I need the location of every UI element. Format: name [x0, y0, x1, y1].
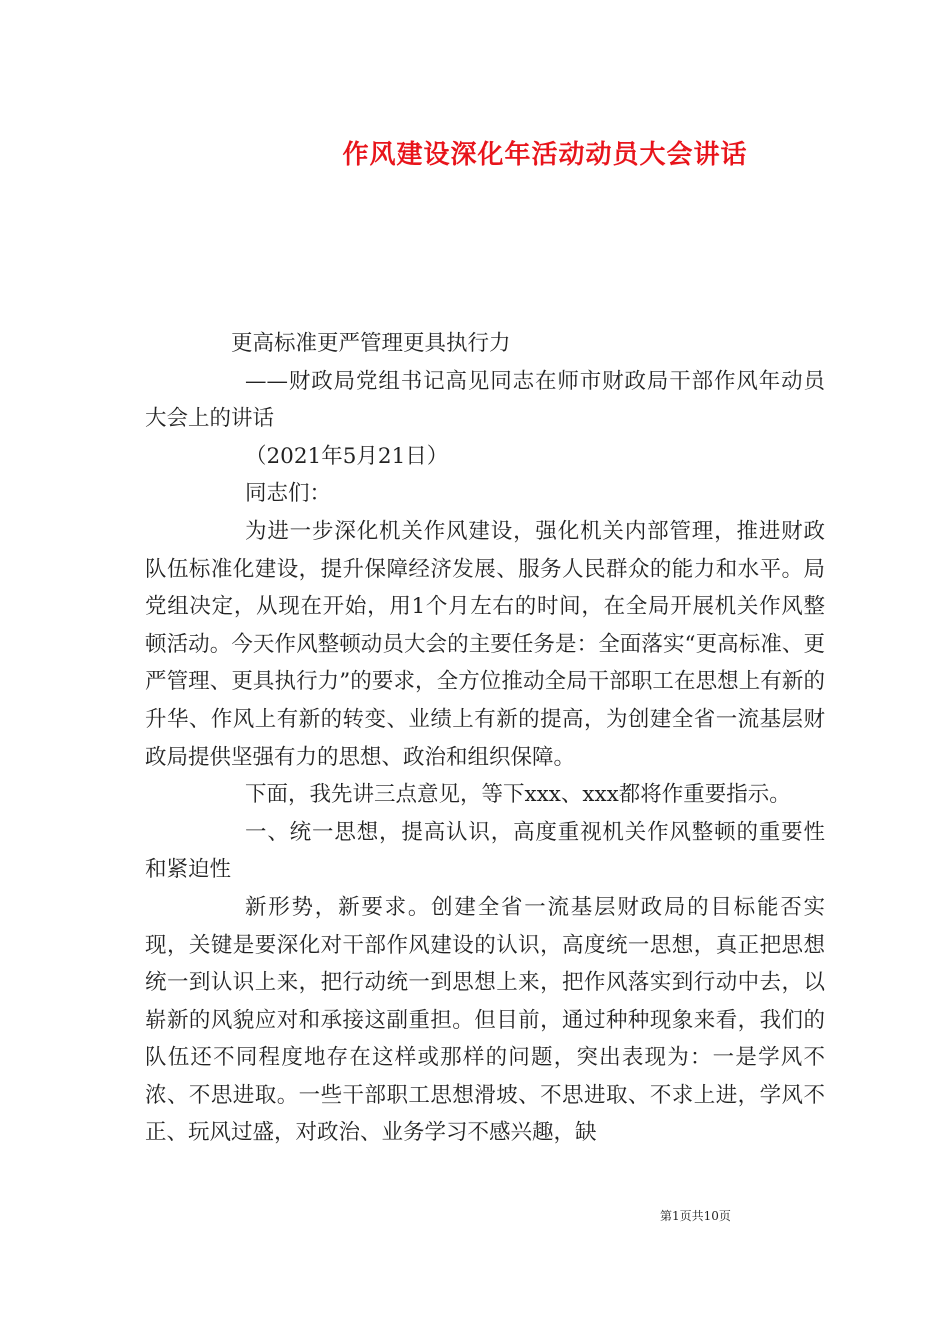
- subtitle: 更高标准更严管理更具执行力: [231, 331, 511, 356]
- section-heading: 一、统一思想，提高认识，高度重视机关作风整顿的重要性和紧迫性: [145, 819, 825, 883]
- body-paragraph: 为进一步深化机关作风建设，强化机关内部管理，推进财政队伍标准化建设，提升保障经济发展、服务人民群众的能力和水平。局党组决定，从现在开始，用1个月左右的时间，在全局开展机关作风整顿活动。今天作风整顿动员大会的主要任务是：全面落实“更高标准、更严管理、更具执行力”的要求，全方位推动全局干部职工在思想上有新的升华、作风上有新的转变、业绩上有新的提高，为创建全省一流基层财政局提供坚强有力的思想、政治和组织保障。: [145, 518, 825, 770]
- salutation: 同志们：: [245, 481, 332, 507]
- body-paragraph: 新形势，新要求。创建全省一流基层财政局的目标能否实现，关键是要深化对干部作风建设的认识，高度统一思想，真正把思想统一到认识上来，把行动统一到思想上来，把作风落实到行动中去，以崭新的风貌应对和承接这副重担。但目前，通过种种现象来看，我们的队伍还不同程度地存在这样或那样的问题，突出表现为：一是学风不浓、不思进取。一些干部职工思想滑坡、不思进取、不求上进，学风不正、玩风过盛，对政治、业务学习不感兴趣，缺: [145, 894, 825, 1146]
- date-line: （2021年5月21日）: [245, 443, 449, 469]
- document-title: 作风建设深化年活动动员大会讲话: [342, 140, 748, 170]
- body-paragraph: 下面，我先讲三点意见，等下xxx、xxx都将作重要指示。: [245, 782, 791, 808]
- speaker-line: ——财政局党组书记高见同志在师市财政局干部作风年动员大会上的讲话: [145, 368, 825, 432]
- document-body: [145, 325, 825, 1152]
- page-footer: 第1页共10页: [660, 1209, 731, 1223]
